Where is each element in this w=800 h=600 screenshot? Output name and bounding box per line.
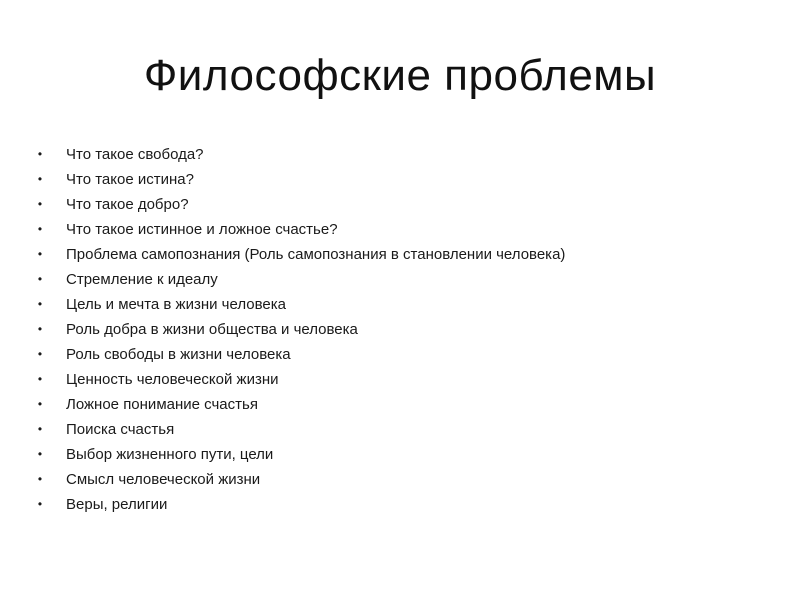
list-item-text: Что такое добро? xyxy=(66,196,189,213)
list-item xyxy=(35,317,775,342)
bullet-icon: • xyxy=(37,147,43,161)
list-item xyxy=(35,342,775,367)
bullet-icon: • xyxy=(37,222,43,236)
list-item xyxy=(35,217,775,242)
list-item-text: Проблема самопознания (Роль самопознания в становлении человека) xyxy=(66,246,566,263)
list-item-text: Смысл человеческой жизни xyxy=(66,471,261,488)
bullet-icon: • xyxy=(37,247,43,261)
list-item xyxy=(35,417,775,442)
list-item xyxy=(35,492,775,517)
list-item xyxy=(35,142,775,167)
list-item xyxy=(35,292,775,317)
list-item-text: Выбор жизненного пути, цели xyxy=(66,446,274,463)
bullet-icon: • xyxy=(37,472,43,486)
bullet-list xyxy=(35,142,775,517)
list-item xyxy=(35,167,775,192)
list-item xyxy=(35,192,775,217)
bullet-icon: • xyxy=(37,297,43,311)
bullet-icon: • xyxy=(37,372,43,386)
list-item-text: Ценность человеческой жизни xyxy=(66,371,279,388)
list-item-text: Роль добра в жизни общества и человека xyxy=(66,321,358,338)
slide-title: Философские проблемы xyxy=(143,51,657,100)
bullet-icon: • xyxy=(37,172,43,186)
bullet-icon: • xyxy=(37,497,43,511)
bullet-icon: • xyxy=(37,447,43,461)
list-item-text: Что такое истинное и ложное счастье? xyxy=(66,221,338,238)
bullet-icon: • xyxy=(37,347,43,361)
list-item-text: Цель и мечта в жизни человека xyxy=(66,296,286,313)
bullet-icon: • xyxy=(37,272,43,286)
list-item xyxy=(35,242,775,267)
list-item xyxy=(35,442,775,467)
list-item-text: Веры, религии xyxy=(66,496,168,513)
bullet-icon: • xyxy=(37,197,43,211)
list-item-text: Что такое истина? xyxy=(66,171,194,188)
list-item xyxy=(35,367,775,392)
list-item xyxy=(35,467,775,492)
bullet-icon: • xyxy=(37,422,43,436)
list-item-text: Ложное понимание счастья xyxy=(66,396,258,413)
list-item-text: Что такое свобода? xyxy=(66,146,204,163)
list-item xyxy=(35,267,775,292)
list-item-text: Поиска счастья xyxy=(66,421,175,438)
bullet-icon: • xyxy=(37,397,43,411)
bullet-icon: • xyxy=(37,322,43,336)
list-item-text: Роль свободы в жизни человека xyxy=(66,346,291,363)
list-item-text: Стремление к идеалу xyxy=(66,271,218,288)
list-item xyxy=(35,392,775,417)
